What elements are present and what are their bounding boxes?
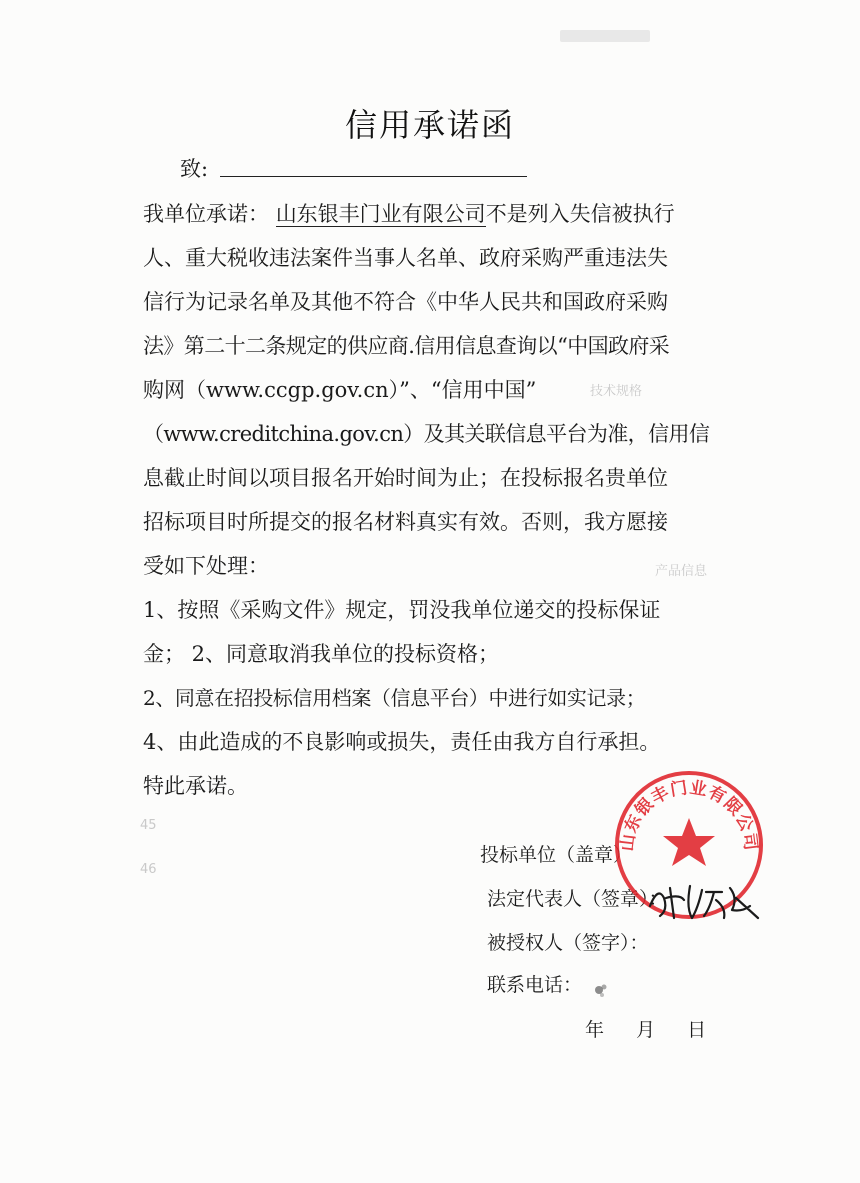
- ghost-mark-4: 46: [140, 862, 157, 877]
- body-line-5: 购网（www.ccgp.gov.cn）”、“信用中国”: [143, 378, 537, 402]
- recipient-blank: [220, 176, 527, 177]
- document-title: 信用承诺函: [344, 106, 515, 144]
- body-line-3: 信行为记录名单及其他不符合《中华人民共和国政府采购: [143, 290, 668, 314]
- body-line-1: [143, 203, 718, 226]
- date-row: [585, 1015, 706, 1042]
- legal-rep-label: 法定代表人（签章）：: [487, 888, 668, 910]
- date-year: 年: [585, 1019, 605, 1041]
- scan-shadow: [560, 30, 650, 42]
- clause-2: 金； 2、同意取消我单位的投标资格；: [143, 642, 500, 666]
- authorized-label: 被授权人（签字）：: [487, 932, 649, 954]
- ghost-mark-2: 产品信息: [655, 564, 708, 579]
- closing-statement: 特此承诺。: [143, 774, 248, 798]
- recipient-label: 致:: [180, 157, 209, 181]
- body-line-8: 招标项目时所提交的报名材料真实有效。否则，我方愿接: [143, 510, 668, 534]
- company-name: 山东银丰门业有限公司: [275, 202, 486, 226]
- commitment-prefix: 我单位承诺：: [143, 202, 269, 226]
- phone-label: 联系电话：: [487, 974, 583, 996]
- body-line-4: 法》第二十二条规定的供应商.信用信息查询以“中国政府采: [143, 334, 670, 358]
- body-line-2: 人、重大税收违法案件当事人名单、政府采购严重违法失: [143, 246, 668, 270]
- body-line-6: （www.creditchina.gov.cn）及其关联信息平台为准，信用信: [143, 422, 710, 446]
- date-day: 日: [687, 1019, 707, 1041]
- seal-text: 山东银丰门业有限公司: [617, 777, 761, 853]
- clause-4: 4、由此造成的不良影响或损失，责任由我方自行承担。: [143, 730, 661, 754]
- commitment-suffix: 不是列入失信被执行: [485, 202, 675, 226]
- bidder-seal-label: 投标单位（盖章）: [480, 844, 633, 866]
- body-line-9: 受如下处理：: [143, 554, 269, 578]
- clause-3: 2、同意在招投标信用档案（信息平台）中进行如实记录；: [143, 686, 646, 710]
- date-month: 月: [636, 1019, 656, 1041]
- ghost-mark-3: 45: [140, 818, 157, 833]
- ghost-mark-1: 技术规格: [590, 384, 643, 399]
- handwritten-signature: [640, 868, 765, 928]
- clause-1: 1、按照《采购文件》规定，罚没我单位递交的投标保证: [143, 598, 661, 622]
- body-line-7: 息截止时间以项目报名开始时间为止；在投标报名贵单位: [143, 466, 668, 490]
- ink-smudge: [590, 980, 612, 1000]
